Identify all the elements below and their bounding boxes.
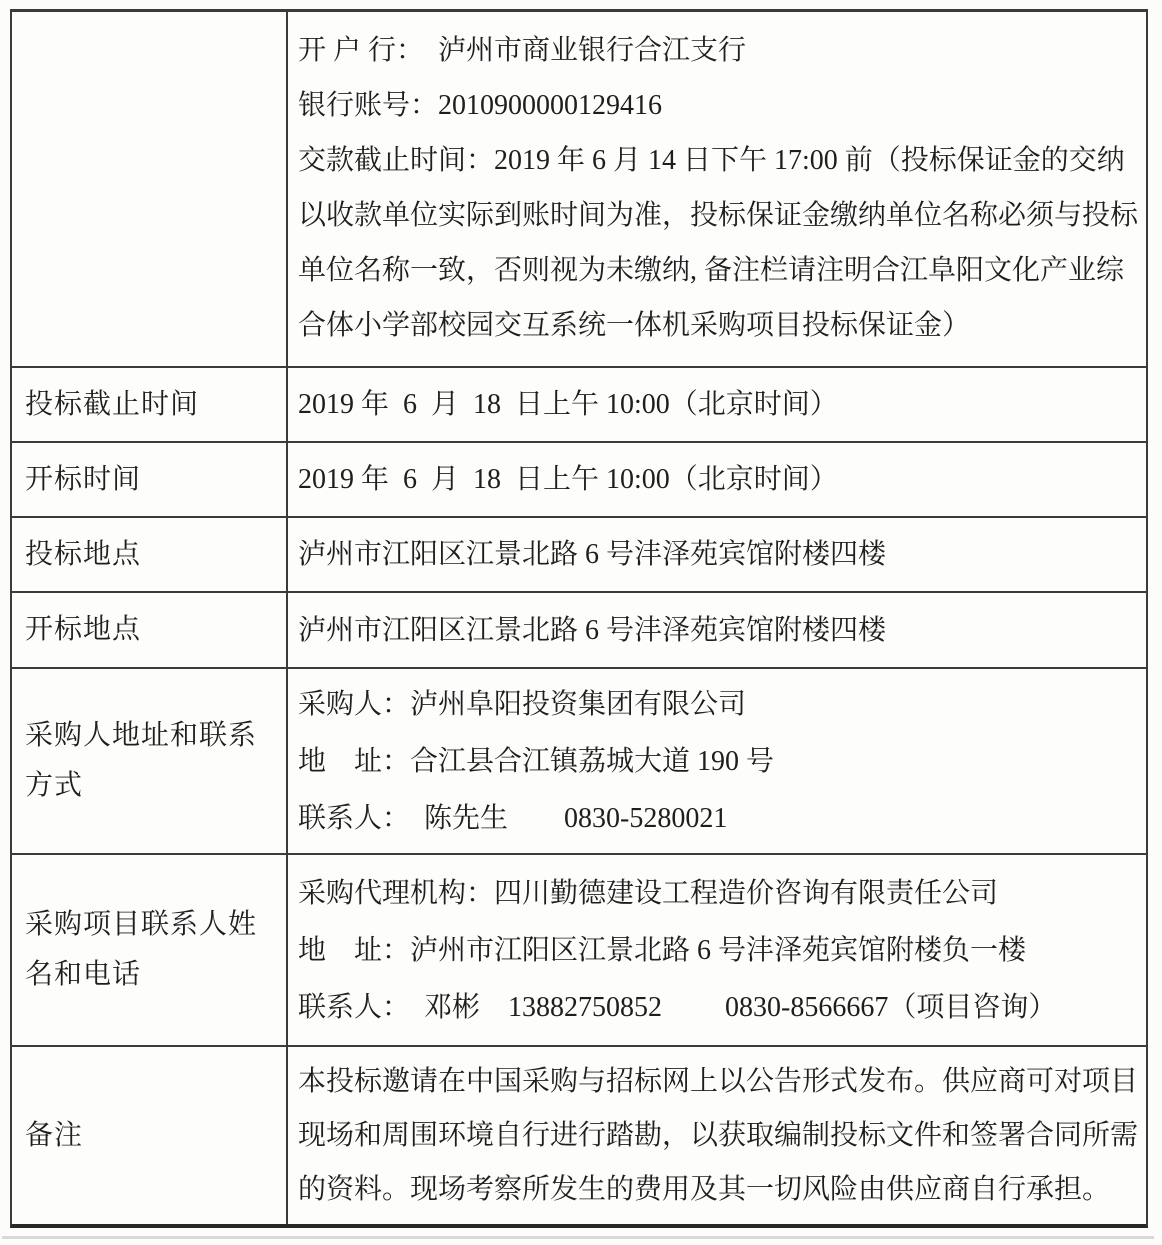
text-line: 现场和周围环境自行进行踏勘，以获取编制投标文件和签署合同所需 (298, 1119, 1139, 1151)
row-label: 投标地点 (25, 538, 142, 570)
row-label-cell (12, 443, 288, 516)
text-line: 地 址：合江县合江镇荔城大道 190 号 (298, 745, 775, 777)
table-row (12, 443, 1146, 518)
row-label-cell (12, 368, 288, 441)
text-line: 2019 年 6 月 18 日上午 10:00（北京时间） (298, 464, 838, 495)
row-content-cell (288, 443, 1146, 516)
row-content-cell (288, 669, 1146, 853)
text-line: 采购人：泸州阜阳投资集团有限公司 (298, 688, 747, 720)
table-row (12, 855, 1146, 1047)
text-line: 开 户 行： 泸州市商业银行合江支行 (298, 35, 747, 66)
row-label-cell (12, 669, 288, 853)
row-label: 备注 (25, 1119, 84, 1151)
table-row (12, 12, 1146, 368)
row-content-cell (288, 518, 1146, 591)
scan-shadow-line (2, 1236, 1154, 1239)
row-label: 开标地点 (25, 614, 142, 645)
text-line: 合体小学部校园交互系统一体机采购项目投标保证金） (298, 310, 971, 341)
document-table (10, 9, 1148, 1228)
row-label: 采购项目联系人姓名和电话 (25, 909, 258, 990)
table-row (12, 1047, 1146, 1224)
text-line: 泸州市江阳区江景北路 6 号沣泽苑宾馆附楼四楼 (298, 614, 887, 646)
table-row (12, 593, 1146, 669)
text-line: 的资料。现场考察所发生的费用及其一切风险由供应商自行承担。 (298, 1173, 1111, 1205)
row-content-cell (288, 368, 1146, 441)
row-content-cell (288, 855, 1146, 1045)
table-row (12, 518, 1146, 593)
text-line: 采购代理机构：四川勤德建设工程造价咨询有限责任公司 (298, 877, 999, 909)
text-line: 2019 年 6 月 18 日上午 10:00（北京时间） (298, 389, 838, 420)
row-label-cell (12, 593, 288, 667)
row-label: 投标截止时间 (25, 388, 200, 420)
text-line: 地 址：泸州市江阳区江景北路 6 号沣泽苑宾馆附楼负一楼 (298, 934, 1027, 966)
row-label: 采购人地址和联系方式 (25, 720, 258, 801)
text-line: 银行账号：2010900000129416 (298, 90, 663, 121)
row-label-cell (12, 1047, 288, 1224)
row-content-cell (288, 1047, 1146, 1224)
row-label-cell (12, 12, 288, 366)
row-content-cell (288, 593, 1146, 667)
row-label-cell (12, 518, 288, 591)
row-label: 开标时间 (25, 463, 142, 495)
text-line: 联系人： 陈先生 0830-5280021 (298, 802, 728, 834)
text-line: 以收款单位实际到账时间为准，投标保证金缴纳单位名称必须与投标 (298, 200, 1139, 231)
text-line: 交款截止时间：2019 年 6 月 14 日下午 17:00 前（投标保证金的交纳 (298, 145, 1125, 176)
text-line: 单位名称一致，否则视为未缴纳, 备注栏请注明合江阜阳文化产业综 (298, 255, 1125, 286)
table-row (12, 669, 1146, 855)
table-row (12, 368, 1146, 443)
row-label-cell (12, 855, 288, 1045)
text-line: 泸州市江阳区江景北路 6 号沣泽苑宾馆附楼四楼 (298, 539, 887, 570)
text-line: 本投标邀请在中国采购与招标网上以公告形式发布。供应商可对项目 (298, 1065, 1139, 1097)
row-content-cell (288, 12, 1146, 366)
text-line: 联系人： 邓彬 13882750852 0830-8566667（项目咨询） (298, 991, 1057, 1023)
